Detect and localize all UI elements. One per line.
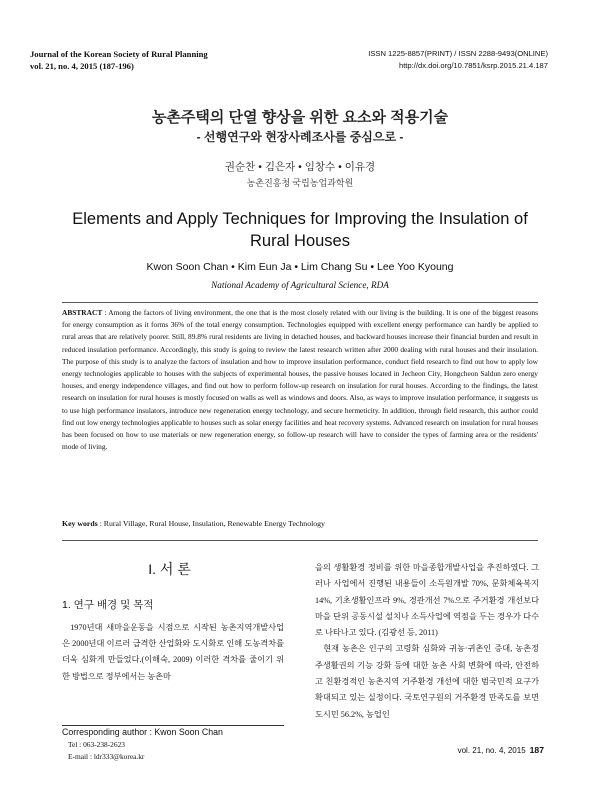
korean-subtitle: - 선행연구와 현장사례조사를 중심으로 - (196, 130, 404, 144)
abstract-label: ABSTRACT (62, 308, 103, 317)
author-tel: Tel : 063-238-2623 (68, 740, 125, 749)
korean-title: 농촌주택의 단열 향상을 위한 요소와 적용기술 (151, 109, 449, 126)
english-authors: Kwon Soon Chan • Kim Eun Ja • Lim Chang Su • Lee Yoo Kyoung (146, 261, 454, 273)
right-paragraph-1: 을의 생활환경 정비를 위한 마을종합개발사업을 추진하였다. 그러나 사업에서 진행된 내용들이 소득원개발 70%, 문화체육복지 14%, 기초생활인프라 9%, 경관개선 7%으로 주거환경 개선보다 마을 단위 공동시설 설치나 소득사업에 역점을 두는 경우가 다수로 나타나고 있다. (김광선 등, 2011) (315, 563, 539, 638)
keywords-label: Key words (62, 519, 98, 528)
issn-header (368, 48, 548, 72)
left-column-text: 1970년대 새마을운동을 시점으로 시작된 농촌지역개발사업은 2000년대 이르러 급격한 산업화와 도시화로 인해 도농격차를 더욱 심화게 만들었다.(이해숙, 2009) 이러한 격차를 줄이기 위한 방법으로 정부에서는 농촌마 (62, 623, 284, 681)
corresponding-author: Corresponding author : Kwon Soon Chan (62, 727, 223, 737)
footnote-rule (62, 725, 284, 726)
journal-name: Journal of the Korean Society of Rural Planning (30, 49, 208, 59)
journal-volume: vol. 21, no. 4, 2015 (187-196) (30, 61, 134, 71)
keywords (62, 519, 538, 528)
section-title: I. 서 론 (148, 561, 191, 577)
folio-issue: vol. 21, no. 4, 2015 (457, 746, 526, 755)
issn: ISSN 1225-8857(PRINT) / ISSN 2288-9493(ONLINE) (368, 49, 548, 58)
right-paragraph-2: 현재 농촌은 인구의 고령화 심화와 귀농·귀촌인 증대, 농촌정주생활권의 기능 강화 등에 대한 농촌 사회 변화에 따라, 안전하고 친환경적인 농촌지역 거주환경 개선에 대한 범국민적 요구가 확대되고 있는 실정이다. 국토연구원의 거주환경 만족도를 보면 도시민 56.2%, 농업인 (315, 644, 539, 719)
page-number: 187 (529, 745, 544, 755)
page-folio (458, 745, 544, 755)
subsection-title: 1. 연구 배경 및 목적 (62, 599, 154, 611)
journal-header (30, 48, 208, 72)
english-title: Elements and Apply Techniques for Improving the Insulation of Rural Houses (72, 210, 528, 250)
korean-affiliation: 농촌진흥청 국립농업과학원 (246, 178, 354, 188)
right-column (315, 560, 539, 723)
abstract-text: : Among the factors of living environment, the one that is the most closely related with our living is the building. It is one of the biggest reasons for energy consumption as it forms 36% of the total energy consumption. Technologies equipped with excellent energy performance can hardly be applied to rural areas that are relatively poorer. Still, 89.8% rural residents are living in detached houses, and backward houses increase their financial burden and result in reduced insulation performance. Accordingly, this study is going to review the latest research written after 2000 dealing with rural houses and their insulation. The purpose of this study is to analyze the factors of insulation and how to improve insulation performance, conduct field research to find out how to apply low energy technologies applicable to houses with the subjects of experimental houses, the passive houses located in Jecheon City, Hongcheon Saldun zero energy houses, and energy independence villages, and find out how to perform follow-up research on insulation for rural houses. According to the findings, the latest research on insulation for rural houses is mostly focused on walls as well as windows and doors. Also, as ways to improve insulation performance, it suggests us to use high performance insulators, introduce new regeneration energy technology, and secure hermeticity. In addition, through field research, this author could find out low energy technologies applicable to houses such as solar energy facilities and heat recovery systems. Advanced research on insulation for rural houses has been focused on how to use materials or new regeneration energy, so follow-up research will have to consider the types of farming area or the residents' mode of living. (62, 308, 538, 452)
english-affiliation: National Academy of Agricultural Science, RDA (211, 280, 389, 290)
korean-authors: 권순찬 • 김은자 • 임창수 • 이유경 (224, 161, 376, 173)
abstract-bottom-rule (62, 540, 538, 541)
author-email: E-mail : ldr333@korea.kr (68, 752, 145, 761)
abstract (62, 307, 538, 453)
abstract-top-rule (62, 302, 538, 303)
keywords-text: : Rural Village, Rural House, Insulation, Renewable Energy Technology (99, 519, 325, 528)
doi: http://dx.doi.org/10.7851/ksrp.2015.21.4.187 (398, 61, 548, 70)
